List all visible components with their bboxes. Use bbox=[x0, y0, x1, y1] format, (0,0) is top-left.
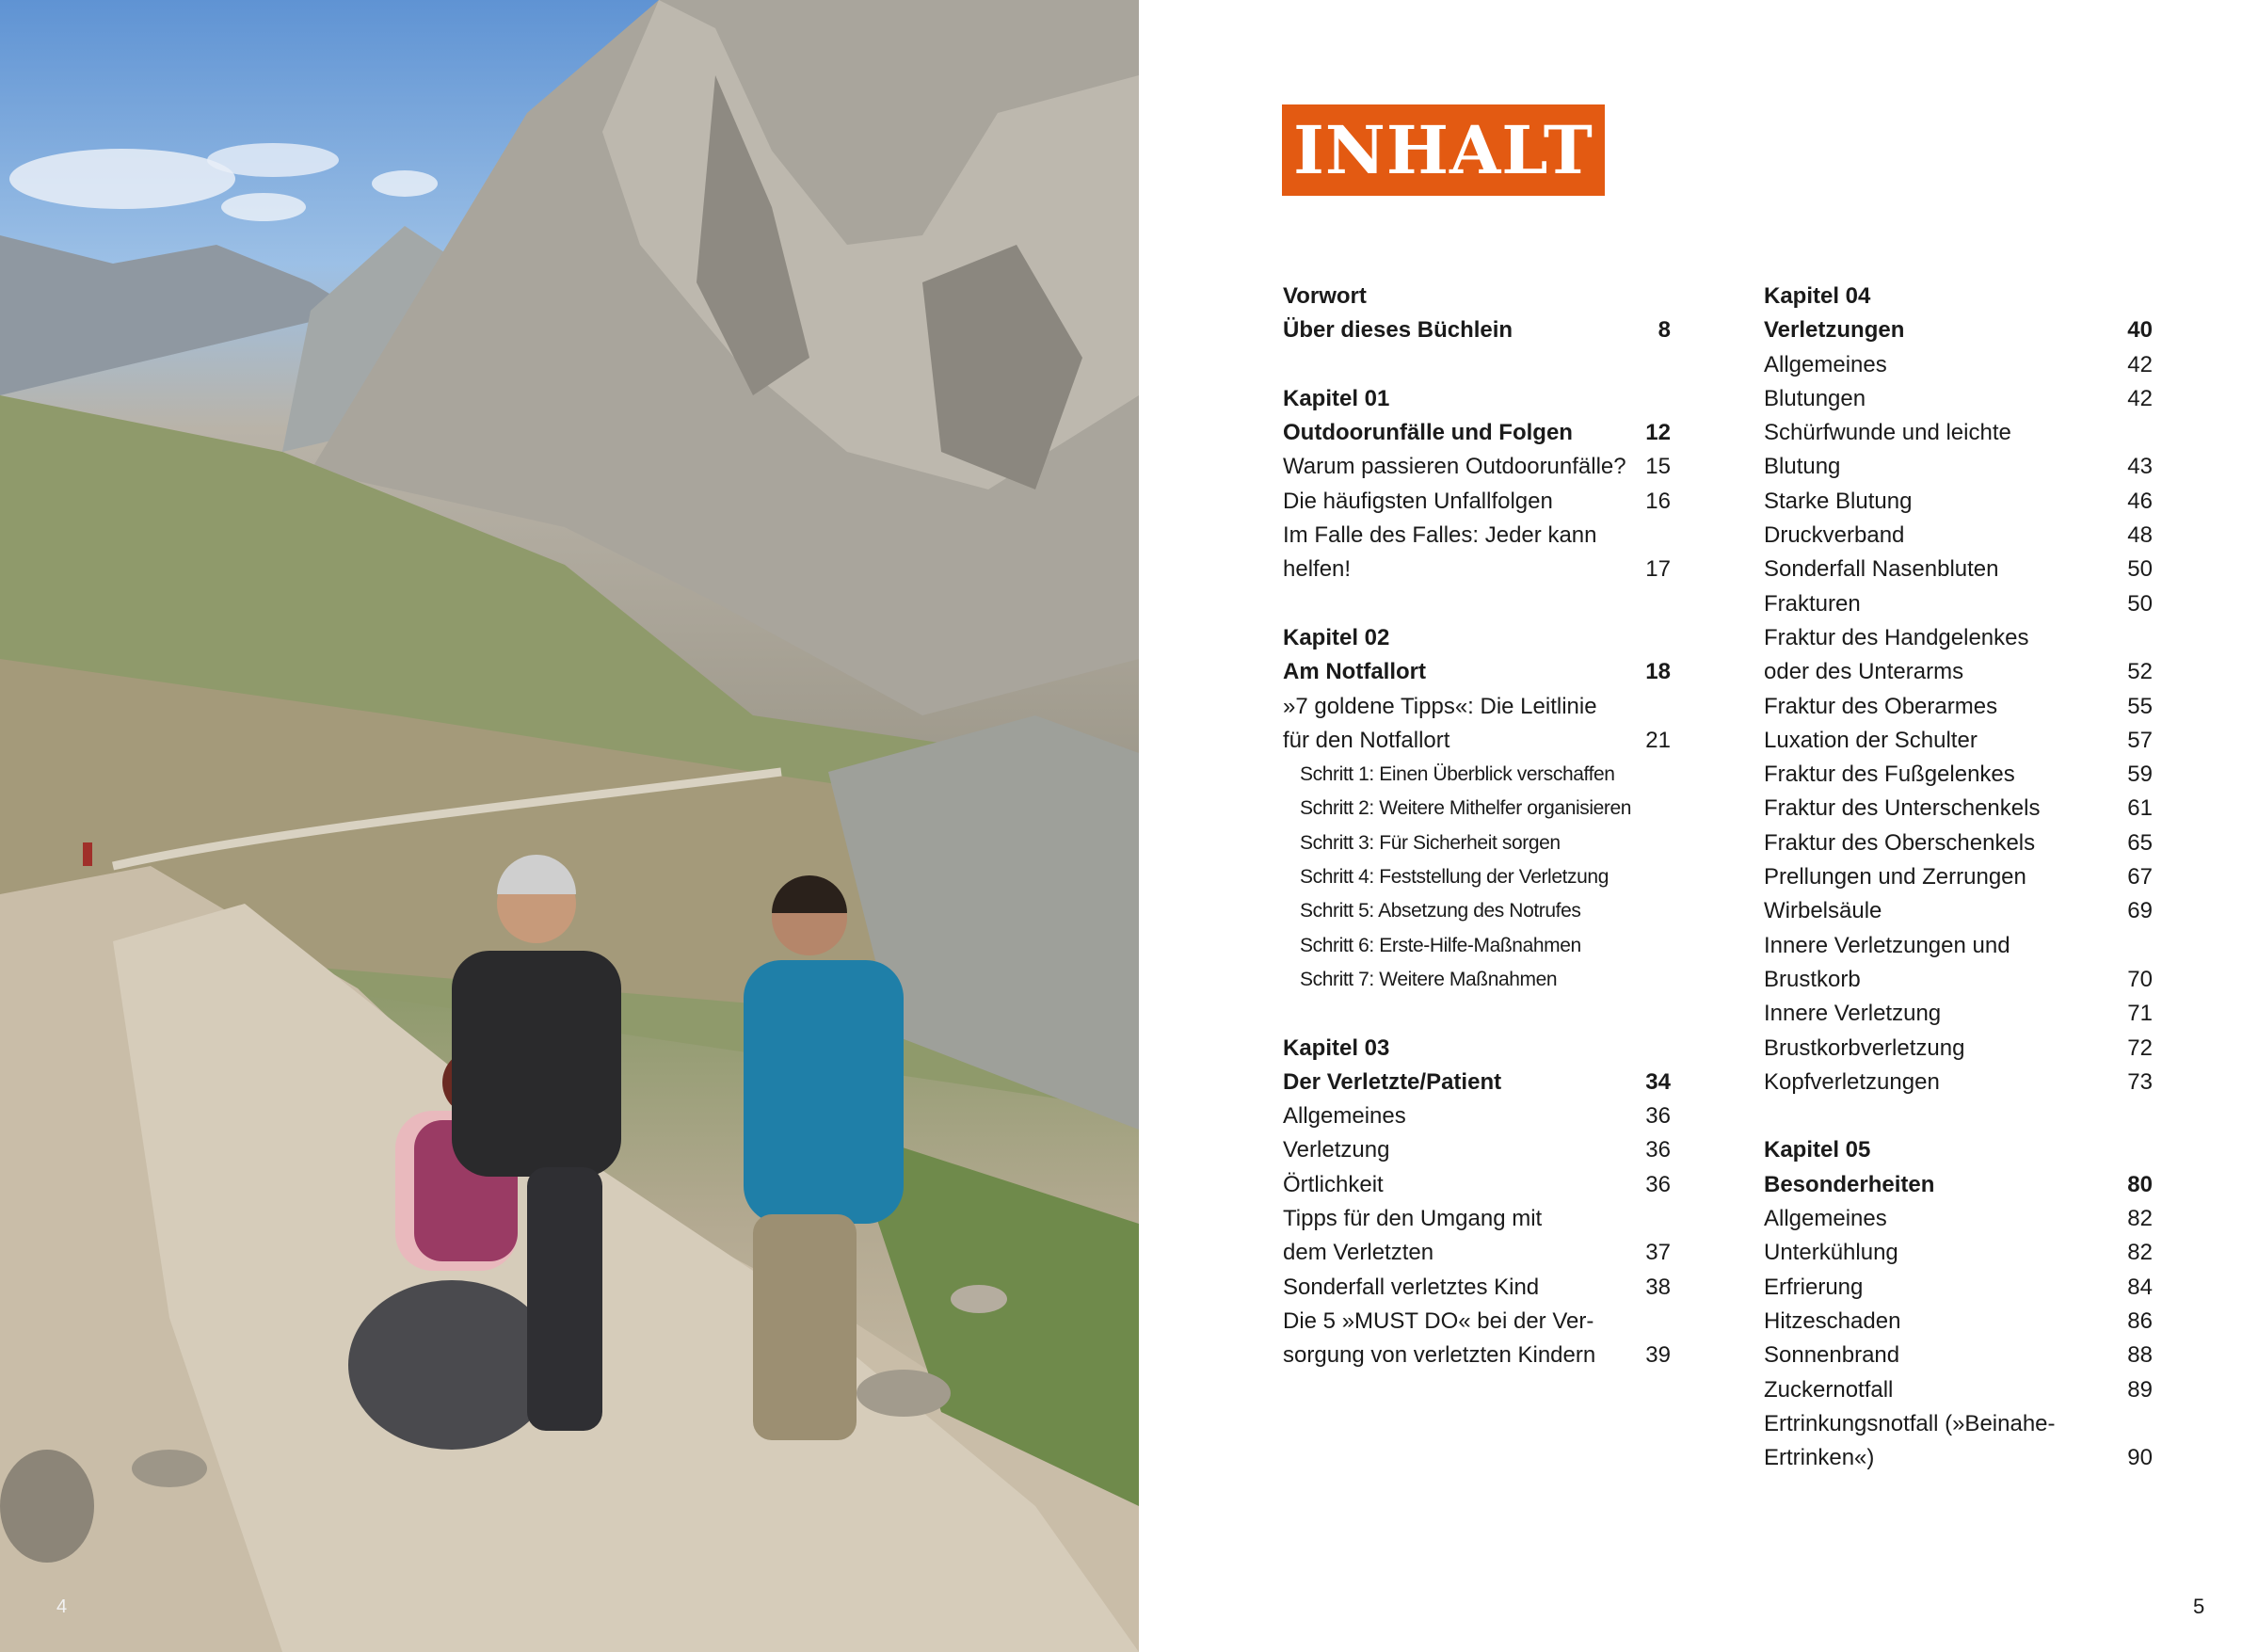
toc-entry-row bbox=[1764, 1032, 2153, 1066]
toc-entry-row bbox=[1283, 450, 1671, 484]
toc-entry-title: Prellungen und Zerrungen bbox=[1764, 864, 2026, 890]
toc-entry-title: »7 goldene Tipps«: Die Leitlinie bbox=[1283, 693, 1597, 719]
toc-column-left bbox=[1283, 280, 1671, 1373]
toc-entry-row bbox=[1764, 1373, 2153, 1407]
toc-entry-title: helfen! bbox=[1283, 556, 1352, 583]
toc-entry-row bbox=[1764, 1236, 2153, 1270]
toc-entry-page: 42 bbox=[2127, 351, 2153, 377]
toc-entry-title: Allgemeines bbox=[1764, 1206, 1887, 1232]
toc-entry-title: Vorwort bbox=[1283, 283, 1367, 309]
toc-entry-title: Schritt 4: Feststellung der Verletzung bbox=[1300, 866, 1609, 889]
toc-entry-page: 50 bbox=[2127, 556, 2153, 583]
toc-entry-page: 69 bbox=[2127, 898, 2153, 924]
toc-entry-title: Tipps für den Umgang mit bbox=[1283, 1206, 1543, 1232]
toc-entry-title: Sonderfall verletztes Kind bbox=[1283, 1274, 1540, 1300]
toc-entry-row bbox=[1764, 348, 2153, 382]
toc-entry-row bbox=[1764, 485, 2153, 519]
toc-chapter-row bbox=[1283, 382, 1671, 416]
toc-entry-row bbox=[1283, 1339, 1671, 1372]
toc-entry-row bbox=[1764, 997, 2153, 1031]
toc-entry-page: 36 bbox=[1645, 1137, 1671, 1163]
toc-entry-page: 34 bbox=[1645, 1068, 1671, 1095]
toc-entry-row bbox=[1764, 860, 2153, 894]
toc-entry-row bbox=[1764, 690, 2153, 724]
toc-entry-page: 52 bbox=[2127, 659, 2153, 685]
toc-entry-title: Sonnenbrand bbox=[1764, 1342, 1900, 1369]
toc-entry-title: dem Verletzten bbox=[1283, 1240, 1434, 1266]
toc-entry-title: Erfrierung bbox=[1764, 1274, 1864, 1300]
toc-entry-page: 21 bbox=[1645, 727, 1671, 753]
toc-entry-title: Verletzung bbox=[1283, 1137, 1390, 1163]
toc-entry-page: 16 bbox=[1645, 488, 1671, 514]
toc-entry-row bbox=[1283, 1305, 1671, 1339]
toc-step-row bbox=[1283, 963, 1671, 997]
toc-entry-title: Kapitel 04 bbox=[1764, 283, 1871, 309]
toc-entry-page: 70 bbox=[2127, 966, 2153, 992]
toc-entry-title: Schritt 6: Erste-Hilfe-Maßnahmen bbox=[1300, 934, 1581, 956]
toc-chapter-row bbox=[1764, 280, 2153, 313]
toc-entry-row bbox=[1283, 1271, 1671, 1305]
toc-entry-page: 89 bbox=[2127, 1376, 2153, 1403]
toc-entry-row bbox=[1764, 963, 2153, 997]
toc-entry-page: 82 bbox=[2127, 1206, 2153, 1232]
toc-entry-title: Fraktur des Fußgelenkes bbox=[1764, 762, 2015, 788]
toc-entry-title: Kapitel 03 bbox=[1283, 1035, 1390, 1061]
toc-spacer-row bbox=[1283, 997, 1671, 1031]
toc-entry-title: Frakturen bbox=[1764, 590, 1861, 617]
toc-entry-title: Fraktur des Oberarmes bbox=[1764, 693, 1998, 719]
toc-entry-title: Wirbelsäule bbox=[1764, 898, 1882, 924]
toc-entry-page: 37 bbox=[1645, 1240, 1671, 1266]
toc-entry-row bbox=[1764, 929, 2153, 963]
toc-entry-row bbox=[1764, 655, 2153, 689]
toc-entry-page: 90 bbox=[2127, 1445, 2153, 1471]
toc-entry-row bbox=[1283, 519, 1671, 553]
toc-entry-page: 36 bbox=[1645, 1171, 1671, 1197]
toc-entry-page: 39 bbox=[1645, 1342, 1671, 1369]
toc-chapter-row bbox=[1764, 1133, 2153, 1167]
toc-step-row bbox=[1283, 929, 1671, 963]
toc-entry-page: 15 bbox=[1645, 454, 1671, 480]
page-number-left: 4 bbox=[56, 1596, 68, 1617]
toc-entry-title: Druckverband bbox=[1764, 522, 1905, 549]
toc-entry-row bbox=[1764, 1441, 2153, 1475]
toc-entry-row bbox=[1764, 1339, 2153, 1372]
toc-entry-title: Blutungen bbox=[1764, 385, 1866, 411]
toc-entry-page: 72 bbox=[2127, 1035, 2153, 1061]
toc-entry-title: Im Falle des Falles: Jeder kann bbox=[1283, 522, 1597, 549]
toc-entry-title: Ertrinken«) bbox=[1764, 1445, 1875, 1471]
toc-entry-title: Ertrinkungsnotfall (»Beinahe- bbox=[1764, 1410, 2056, 1436]
toc-entry-title: Fraktur des Oberschenkels bbox=[1764, 829, 2036, 856]
toc-entry-row bbox=[1283, 724, 1671, 758]
toc-entry-title: Starke Blutung bbox=[1764, 488, 1913, 514]
toc-entry-title: Sonderfall Nasenbluten bbox=[1764, 556, 1999, 583]
toc-step-row bbox=[1283, 826, 1671, 860]
toc-entry-title: Verletzungen bbox=[1764, 317, 1905, 344]
toc-entry-row bbox=[1764, 416, 2153, 450]
toc-entry-page: 36 bbox=[1645, 1103, 1671, 1130]
toc-entry-title: Schritt 7: Weitere Maßnahmen bbox=[1300, 968, 1558, 990]
toc-entry-page: 61 bbox=[2127, 795, 2153, 822]
toc-entry-title: oder des Unterarms bbox=[1764, 659, 1964, 685]
toc-entry-title: Allgemeines bbox=[1283, 1103, 1406, 1130]
toc-entry-title: Zuckernotfall bbox=[1764, 1376, 1894, 1403]
toc-entry-title: Kapitel 05 bbox=[1764, 1137, 1871, 1163]
toc-entry-page: 57 bbox=[2127, 727, 2153, 753]
toc-entry-row bbox=[1764, 382, 2153, 416]
toc-entry-page: 65 bbox=[2127, 829, 2153, 856]
toc-chapter-row bbox=[1283, 1032, 1671, 1066]
toc-entry-page: 40 bbox=[2127, 317, 2153, 344]
toc-entry-page: 38 bbox=[1645, 1274, 1671, 1300]
toc-entry-title: Outdoorunfälle und Folgen bbox=[1283, 420, 1573, 446]
toc-entry-title: Schritt 3: Für Sicherheit sorgen bbox=[1300, 831, 1561, 854]
toc-entry-row bbox=[1283, 1202, 1671, 1236]
toc-heading-row bbox=[1764, 313, 2153, 347]
toc-entry-page: 55 bbox=[2127, 693, 2153, 719]
toc-entry-row bbox=[1764, 1271, 2153, 1305]
toc-entry-page: 88 bbox=[2127, 1342, 2153, 1369]
toc-spacer-row bbox=[1283, 348, 1671, 382]
toc-entry-page: 80 bbox=[2127, 1171, 2153, 1197]
toc-entry-row bbox=[1283, 1133, 1671, 1167]
toc-entry-row bbox=[1764, 792, 2153, 826]
toc-entry-row bbox=[1764, 621, 2153, 655]
toc-entry-page: 46 bbox=[2127, 488, 2153, 514]
toc-entry-page: 42 bbox=[2127, 385, 2153, 411]
toc-step-row bbox=[1283, 758, 1671, 792]
toc-entry-title: Kapitel 02 bbox=[1283, 624, 1390, 650]
toc-entry-title: Brustkorbverletzung bbox=[1764, 1035, 1965, 1061]
toc-entry-row bbox=[1764, 587, 2153, 621]
toc-entry-title: Hitzeschaden bbox=[1764, 1307, 1901, 1334]
toc-entry-row bbox=[1764, 1305, 2153, 1339]
toc-heading-row bbox=[1283, 1066, 1671, 1099]
toc-entry-title: Über dieses Büchlein bbox=[1283, 317, 1513, 344]
toc-entry-page: 86 bbox=[2127, 1307, 2153, 1334]
toc-entry-title: Schritt 2: Weitere Mithelfer organisieren bbox=[1300, 797, 1632, 820]
toc-entry-row bbox=[1283, 485, 1671, 519]
toc-entry-page: 50 bbox=[2127, 590, 2153, 617]
toc-heading-row bbox=[1764, 1168, 2153, 1202]
toc-spacer-row bbox=[1283, 587, 1671, 621]
toc-chapter-row bbox=[1283, 621, 1671, 655]
toc-heading-row bbox=[1283, 416, 1671, 450]
toc-entry-page: 73 bbox=[2127, 1068, 2153, 1095]
toc-entry-page: 67 bbox=[2127, 864, 2153, 890]
toc-heading-row bbox=[1283, 655, 1671, 689]
toc-entry-title: Fraktur des Handgelenkes bbox=[1764, 624, 2029, 650]
toc-entry-page: 71 bbox=[2127, 1001, 2153, 1027]
toc-entry-title: Die häufigsten Unfallfolgen bbox=[1283, 488, 1553, 514]
toc-entry-title: Der Verletzte/Patient bbox=[1283, 1068, 1502, 1095]
toc-entry-row bbox=[1764, 1407, 2153, 1441]
toc-entry-title: Warum passieren Outdoorunfälle? bbox=[1283, 454, 1626, 480]
toc-entry-title: Allgemeines bbox=[1764, 351, 1887, 377]
toc-entry-title: für den Notfallort bbox=[1283, 727, 1450, 753]
toc-entry-title: Luxation der Schulter bbox=[1764, 727, 1978, 753]
toc-entry-title: Kopfverletzungen bbox=[1764, 1068, 1940, 1095]
toc-entry-title: Innere Verletzungen und bbox=[1764, 932, 2010, 958]
toc-entry-row bbox=[1764, 450, 2153, 484]
toc-entry-title: Kapitel 01 bbox=[1283, 385, 1390, 411]
toc-entry-page: 59 bbox=[2127, 762, 2153, 788]
toc-entry-title: sorgung von verletzten Kindern bbox=[1283, 1342, 1596, 1369]
toc-entry-row bbox=[1764, 894, 2153, 928]
page-number-right: 5 bbox=[2193, 1595, 2205, 1618]
toc-entry-page: 48 bbox=[2127, 522, 2153, 549]
toc-entry-page: 18 bbox=[1645, 659, 1671, 685]
toc-entry-title: Schritt 1: Einen Überblick verschaffen bbox=[1300, 763, 1615, 786]
toc-entry-row bbox=[1283, 1168, 1671, 1202]
toc-entry-row bbox=[1283, 1236, 1671, 1270]
toc-entry-row bbox=[1764, 758, 2153, 792]
toc-entry-page: 84 bbox=[2127, 1274, 2153, 1300]
toc-entry-row bbox=[1764, 1202, 2153, 1236]
toc-entry-row bbox=[1764, 519, 2153, 553]
toc-entry-title: Besonderheiten bbox=[1764, 1171, 1935, 1197]
toc-entry-title: Fraktur des Unterschenkels bbox=[1764, 795, 2041, 822]
toc-entry-page: 82 bbox=[2127, 1240, 2153, 1266]
toc-heading-row bbox=[1283, 313, 1671, 347]
toc-entry-row bbox=[1283, 553, 1671, 586]
toc-entry-title: Die 5 »MUST DO« bei der Ver- bbox=[1283, 1307, 1594, 1334]
toc-entry-title: Schritt 5: Absetzung des Notrufes bbox=[1300, 900, 1581, 922]
toc-entry-title: Unterkühlung bbox=[1764, 1240, 1898, 1266]
toc-entry-row bbox=[1283, 1099, 1671, 1133]
toc-entry-row bbox=[1283, 690, 1671, 724]
toc-entry-row bbox=[1764, 724, 2153, 758]
toc-step-row bbox=[1283, 792, 1671, 826]
toc-step-row bbox=[1283, 894, 1671, 928]
toc-entry-row bbox=[1764, 1066, 2153, 1099]
toc-entry-title: Am Notfallort bbox=[1283, 659, 1426, 685]
toc-entry-title: Brustkorb bbox=[1764, 966, 1861, 992]
page-title: INHALT bbox=[1282, 104, 1605, 196]
toc-chapter-row bbox=[1283, 280, 1671, 313]
toc-entry-page: 17 bbox=[1645, 556, 1671, 583]
toc-entry-page: 12 bbox=[1645, 420, 1671, 446]
toc-entry-title: Örtlichkeit bbox=[1283, 1171, 1384, 1197]
toc-column-right bbox=[1764, 280, 2153, 1475]
toc-step-row bbox=[1283, 860, 1671, 894]
toc-entry-title: Innere Verletzung bbox=[1764, 1001, 1942, 1027]
toc-entry-title: Blutung bbox=[1764, 454, 1841, 480]
toc-entry-row bbox=[1764, 553, 2153, 586]
toc-spacer-row bbox=[1764, 1099, 2153, 1133]
toc-entry-page: 8 bbox=[1657, 317, 1671, 344]
toc-entry-row bbox=[1764, 826, 2153, 860]
toc-entry-title: Schürfwunde und leichte bbox=[1764, 420, 2011, 446]
toc-entry-page: 43 bbox=[2127, 454, 2153, 480]
